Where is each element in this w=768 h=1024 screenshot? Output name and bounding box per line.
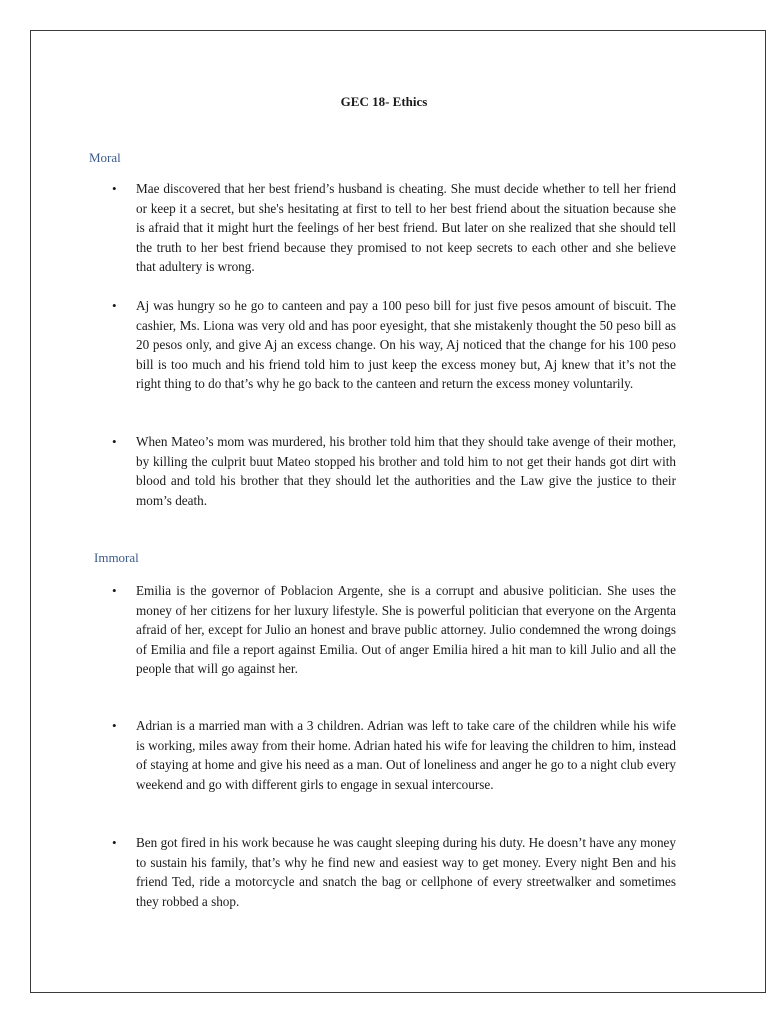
list-item-text: Adrian is a married man with a 3 children. Adrian was left to take care of the children while his wife is working, miles away from their home. Adrian hated his wife for leaving the children to him, instead of staying at home and give his need as a man. Out of loneliness and anger he go to a night club every weekend and go with different girls to engage in sexual intercourse. — [136, 718, 676, 792]
bullet-icon: • — [112, 583, 117, 598]
list-item-text: Aj was hungry so he go to canteen and pay a 100 peso bill for just five pesos amount of biscuit. The cashier, Ms. Liona was very old and has poor eyesight, that she mistakenly thought the 50 peso bill as 20 pesos only, and give Aj an excess change. On his way, Aj noticed that the change for his 100 peso bill is too much and his friend told him to just keep the excess money but, Aj knew that it’s not the right thing to do that’s why he go back to the canteen and return the excess money voluntarily. — [136, 298, 676, 391]
list-item — [112, 432, 676, 510]
list-item — [112, 581, 676, 679]
list-item — [112, 716, 676, 794]
list-item — [112, 296, 676, 394]
list-item — [112, 179, 676, 277]
section-heading-immoral: Immoral — [94, 550, 139, 565]
list-item-text: Ben got fired in his work because he was caught sleeping during his duty. He doesn’t have any money to sustain his family, that’s why he find new and easiest way to get money. Every night Ben and his friend Ted, ride a motorcycle and snatch the bag or cellphone of every streetwalker and sometimes they robbed a shop. — [136, 835, 676, 909]
list-item — [112, 833, 676, 911]
section-heading-moral: Moral — [89, 150, 121, 165]
list-item-text: Mae discovered that her best friend’s husband is cheating. She must decide whether to tell her friend or keep it a secret, but she's hesitating at first to tell to her best friend about the situation because she is afraid that it might hurt the feelings of her best friend. But later on she realized that she should tell the truth to her best friend because they promised to not keep secrets to each other and she believe that adultery is wrong. — [136, 181, 676, 274]
list-item-text: When Mateo’s mom was murdered, his brother told him that they should take avenge of their mother, by killing the culprit buut Mateo stopped his brother and told him to not get their hands got dirt with blood and told his brother that they should let the authorities and the Law give the justice to their mom’s death. — [136, 434, 676, 508]
list-item-text: Emilia is the governor of Poblacion Argente, she is a corrupt and abusive politician. She uses the money of her citizens for her luxury lifestyle. She is powerful politician that everyone on the Argenta afraid of her, except for Julio an honest and brave public attorney. Julio condemned the wrong doings of Emilia and file a report against Emilia. Out of anger Emilia hired a hit man to kill Julio and all the people that will go against her. — [136, 583, 676, 676]
page-title: GEC 18- Ethics — [340, 94, 428, 109]
bullet-icon: • — [112, 298, 117, 313]
bullet-icon: • — [112, 718, 117, 733]
bullet-icon: • — [112, 835, 117, 850]
bullet-icon: • — [112, 434, 117, 449]
bullet-icon: • — [112, 181, 117, 196]
